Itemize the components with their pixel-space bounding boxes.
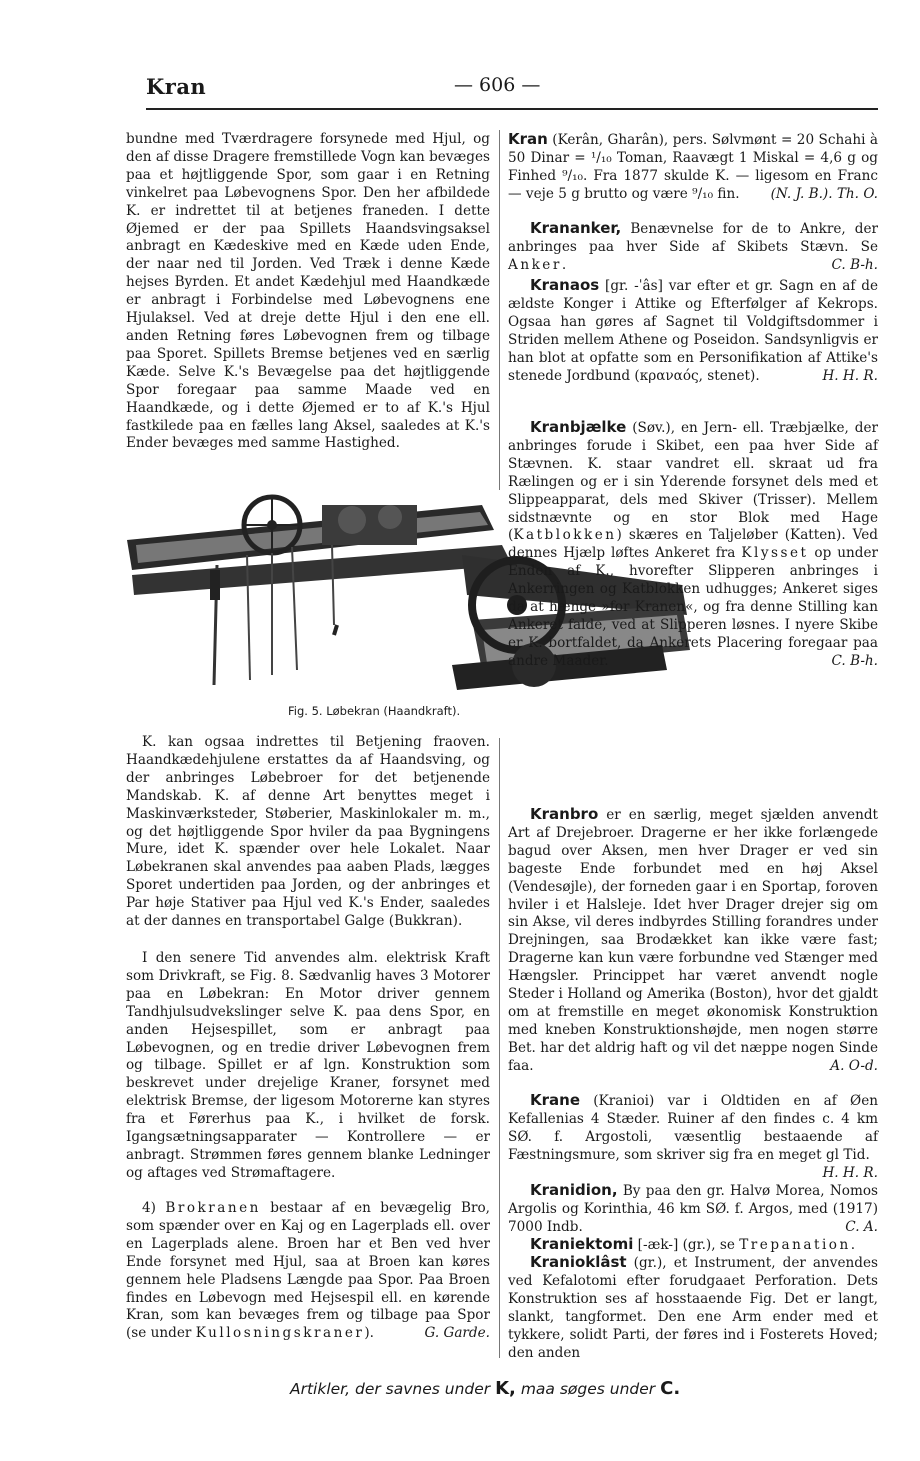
entry-kranioklast: Kranioklâst (gr.), et Instrument, der anvendes ved Kefalotomi efter forudgaaet Perforation. Dets Konstruktion ses af hosstaaende Fig. Det er langt, slankt, tangformet. Den ene Arm ender med et tykkere, solidt Parti, der føres ind i Fosterets Hoved; den anden bbox=[508, 1253, 878, 1361]
footer-note: Artikler, der savnes under K, maa søges under C. bbox=[290, 1378, 681, 1399]
entry-kranidion: Kranidion, By paa den gr. Halvø Morea, Nomos Argolis og Korinthia, 46 km SØ. f. Argos, med (1917) 7000 Indb. C. A. bbox=[508, 1181, 878, 1235]
entry-kranbro: Kranbro er en særlig, meget sjælden anvendt Art af Drejebroer. Dragerne er her ikke forlængede bagud over Aksen, men hver Drager er ved sin bageste Ende forbundet med en høj Aksel (Vendesøjle), der forneden gaar i en Sportap, foroven hviler i et Halsleje. Idet hver Drager drejer sig om sin Akse, vil deres indbyrdes Stilling forandres under Drejningen, saa Brodækket kan ikke være fast; Dragerne kan kun være forbundne ved Stænger med Hængsler. Princippet har været anvendt nogle Steder i Holland og Amerika (Boston), hvor det gjaldt om at fremstille en meget økonomisk Konstruktion med kneben Konstruktionshøjde, men nogen større Bet. har det aldrig haft og vil det næppe nogen Sinde faa. A. O-d. bbox=[508, 805, 878, 1074]
signature-garde: G. Garde. bbox=[424, 1325, 490, 1342]
left-bottom-p2: I den senere Tid anvendes alm. elektrisk Kraft som Drivkraft, se Fig. 8. Sædvanlig haves 3 Motorer paa en Løbekran: En Motor driver gennem Tandhjulsudvekslinger selve K. paa dens Spor, en anden Hejsespillet, som er anbragt paa Løbevognen, og en tredie driver Løbevognen frem og tilbage. Spillet er af lgn. Konstruktion som beskrevet under drejelige Kraner, forsynet med elektrisk Bremse, der ligesom Motorerne kan styres fra et Førerhus paa K., i hvilket de forsk. Igangsætningsapparater — Kontrollere — er anbragt. Strømmen føres gennem blanke Ledninger og aftages ved Strømaftagere. bbox=[126, 950, 490, 1181]
left-bottom-p3: 4) Brokranen bestaar af en bevægelig Bro, som spænder over en Kaj og en Lagerplads ell. over en Lagerplads alene. Broen har et Ben ved hver Ende forsynet med Hjul, saa at Broen kan køres gennem hele Pladsens Længde paa Spor. Paa Broen findes en Løbevogn med Hejsespil ell. en kørende Kran, som kan bevæges frem og tilbage paa Spor (se under Kullosningskraner). G. Garde. bbox=[126, 1200, 490, 1342]
ref-kullosningskraner: Kullosningskraner bbox=[195, 1325, 365, 1342]
ref-brokranen: Brokranen bbox=[165, 1200, 261, 1216]
entry-kranbjaelke: Kranbjælke (Søv.), en Jern- ell. Træbjælke, der anbringes forude i Skibet, een paa hver Side af Stævnen. K. staar vandret ell. skraat ud fra Rælingen og er i sin Yderende forsynet dels med et Slippeapparat, dels med Skiver (Trisser). Mellem sidstnævnte og en stor Blok med Hage (Katblokken) skæres en Taljeløber (Katten). Ved dennes Hjælp løftes Ankeret fra Klysset op under Enden af K., hvorefter Slipperen anbringes i Ankerringen og Katblokken udhugges; Ankeret siges da at hænge »for Kranen«, og fra denne Stilling kan Ankeret falde, ved at Slipperen løsnes. I nyere Skibe er K. bortfaldet, da Ankerets Placering foregaar paa andre Maader. C. B-h. bbox=[508, 418, 878, 669]
column-divider-top bbox=[499, 130, 500, 490]
figure-caption: Fig. 5. Løbekran (Haandkraft). bbox=[288, 704, 461, 718]
entry-kran: Kran (Kerân, Gharân), pers. Sølvmønt = 20 Schahi à 50 Dinar = ¹/₁₀ Toman, Raavægt 1 Miskal = 4,6 g og Finhed ⁹/₁₀. Fra 1877 skulde K. — ligesom en Franc — veje 5 g brutto og være ⁹/₁₀ fin. (N. J. B.). Th. O. bbox=[508, 130, 878, 202]
entry-krananker: Krananker, Benævnelse for de to Ankre, der anbringes paa hver Side af Skibets Stævn. Se Anker. C. B-h. bbox=[508, 219, 878, 273]
entry-kraniektomi: Kraniektomi [-æk-] (gr.), se Trepanation. bbox=[530, 1235, 856, 1253]
header-rule bbox=[146, 108, 878, 110]
left-bottom-p1: K. kan ogsaa indrettes til Betjening fraoven. Haandkædehjulene erstattes da af Haandsving, og der anbringes Løbebroer for det betjenende Mandskab. K. af denne Art benyttes meget i Maskinværksteder, Støberier, Maskinlokaler m. m., og det højtliggende Spor hviler da paa Bygningens Mure, idet K. spænder over hele Lokalet. Naar Løbekranen skal anvendes paa aaben Plads, lægges Sporet undertiden paa Jorden, og der anbringes et Par høje Stativer paa Hjul ved K.'s Ender, saaledes at der dannes en transportabel Galge (Bukkran). bbox=[126, 734, 490, 930]
entry-kranaos: Kranaos [gr. -ˈâs] var efter et gr. Sagn en af de ældste Konger i Attike og Efterfølger af Kekrops. Ogsaa han gøres af Sagnet til Voldgiftsdommer i Striden mellem Athene og Poseidon. Sandsynligvis er han blot at opfatte som en Personifikation af Attike's stenede Jordbund (κραναός, stenet). H. H. R. bbox=[508, 276, 878, 384]
entry-krane: Krane (Kranioi) var i Oldtiden en af Øen Kefallenias 4 Stæder. Ruiner af den findes c. 4 km SØ. f. Argostoli, væsentlig bestaaende af Fæstningsmure, som skriver sig fra en meget gl Tid. H. H. R. bbox=[508, 1091, 878, 1181]
running-head: Kran bbox=[146, 74, 207, 99]
column-divider-bottom bbox=[499, 738, 500, 1358]
page-number: — 606 — bbox=[454, 74, 541, 96]
left-column-top: bundne med Tværdragere forsynede med Hjul, og den af disse Dragere fremstillede Vogn kan bevæges paa et højtliggende Spor, som gaar i en Retning vinkelret paa Løbevognens Spor. Den her afbildede K. er indrettet til at betjenes franeden. I dette Øjemed er der paa Spillets Haandsvingsaksel anbragt en Kædeskive med en Kæde uden Ende, der naar ned til Jorden. Ved Træk i denne Kæde hejses Byrden. Et andet Kædehjul med Haandkæde er anbragt i Forbindelse med Løbevognens ene Hjulaksel. Ved at dreje dette Hjul i den ene ell. anden Retning føres Løbevognen frem og tilbage paa Sporet. Spillets Bremse betjenes ved en særlig Kæde. Selve K.'s Bevægelse paa det højtliggende Spor foregaar paa samme Maade ved en Haandkæde, og i dette Øjemed er to af K.'s Hjul fastkilede paa en fælles lang Aksel, saaledes at K.'s Ender bevæges med samme Hastighed. bbox=[126, 131, 490, 452]
